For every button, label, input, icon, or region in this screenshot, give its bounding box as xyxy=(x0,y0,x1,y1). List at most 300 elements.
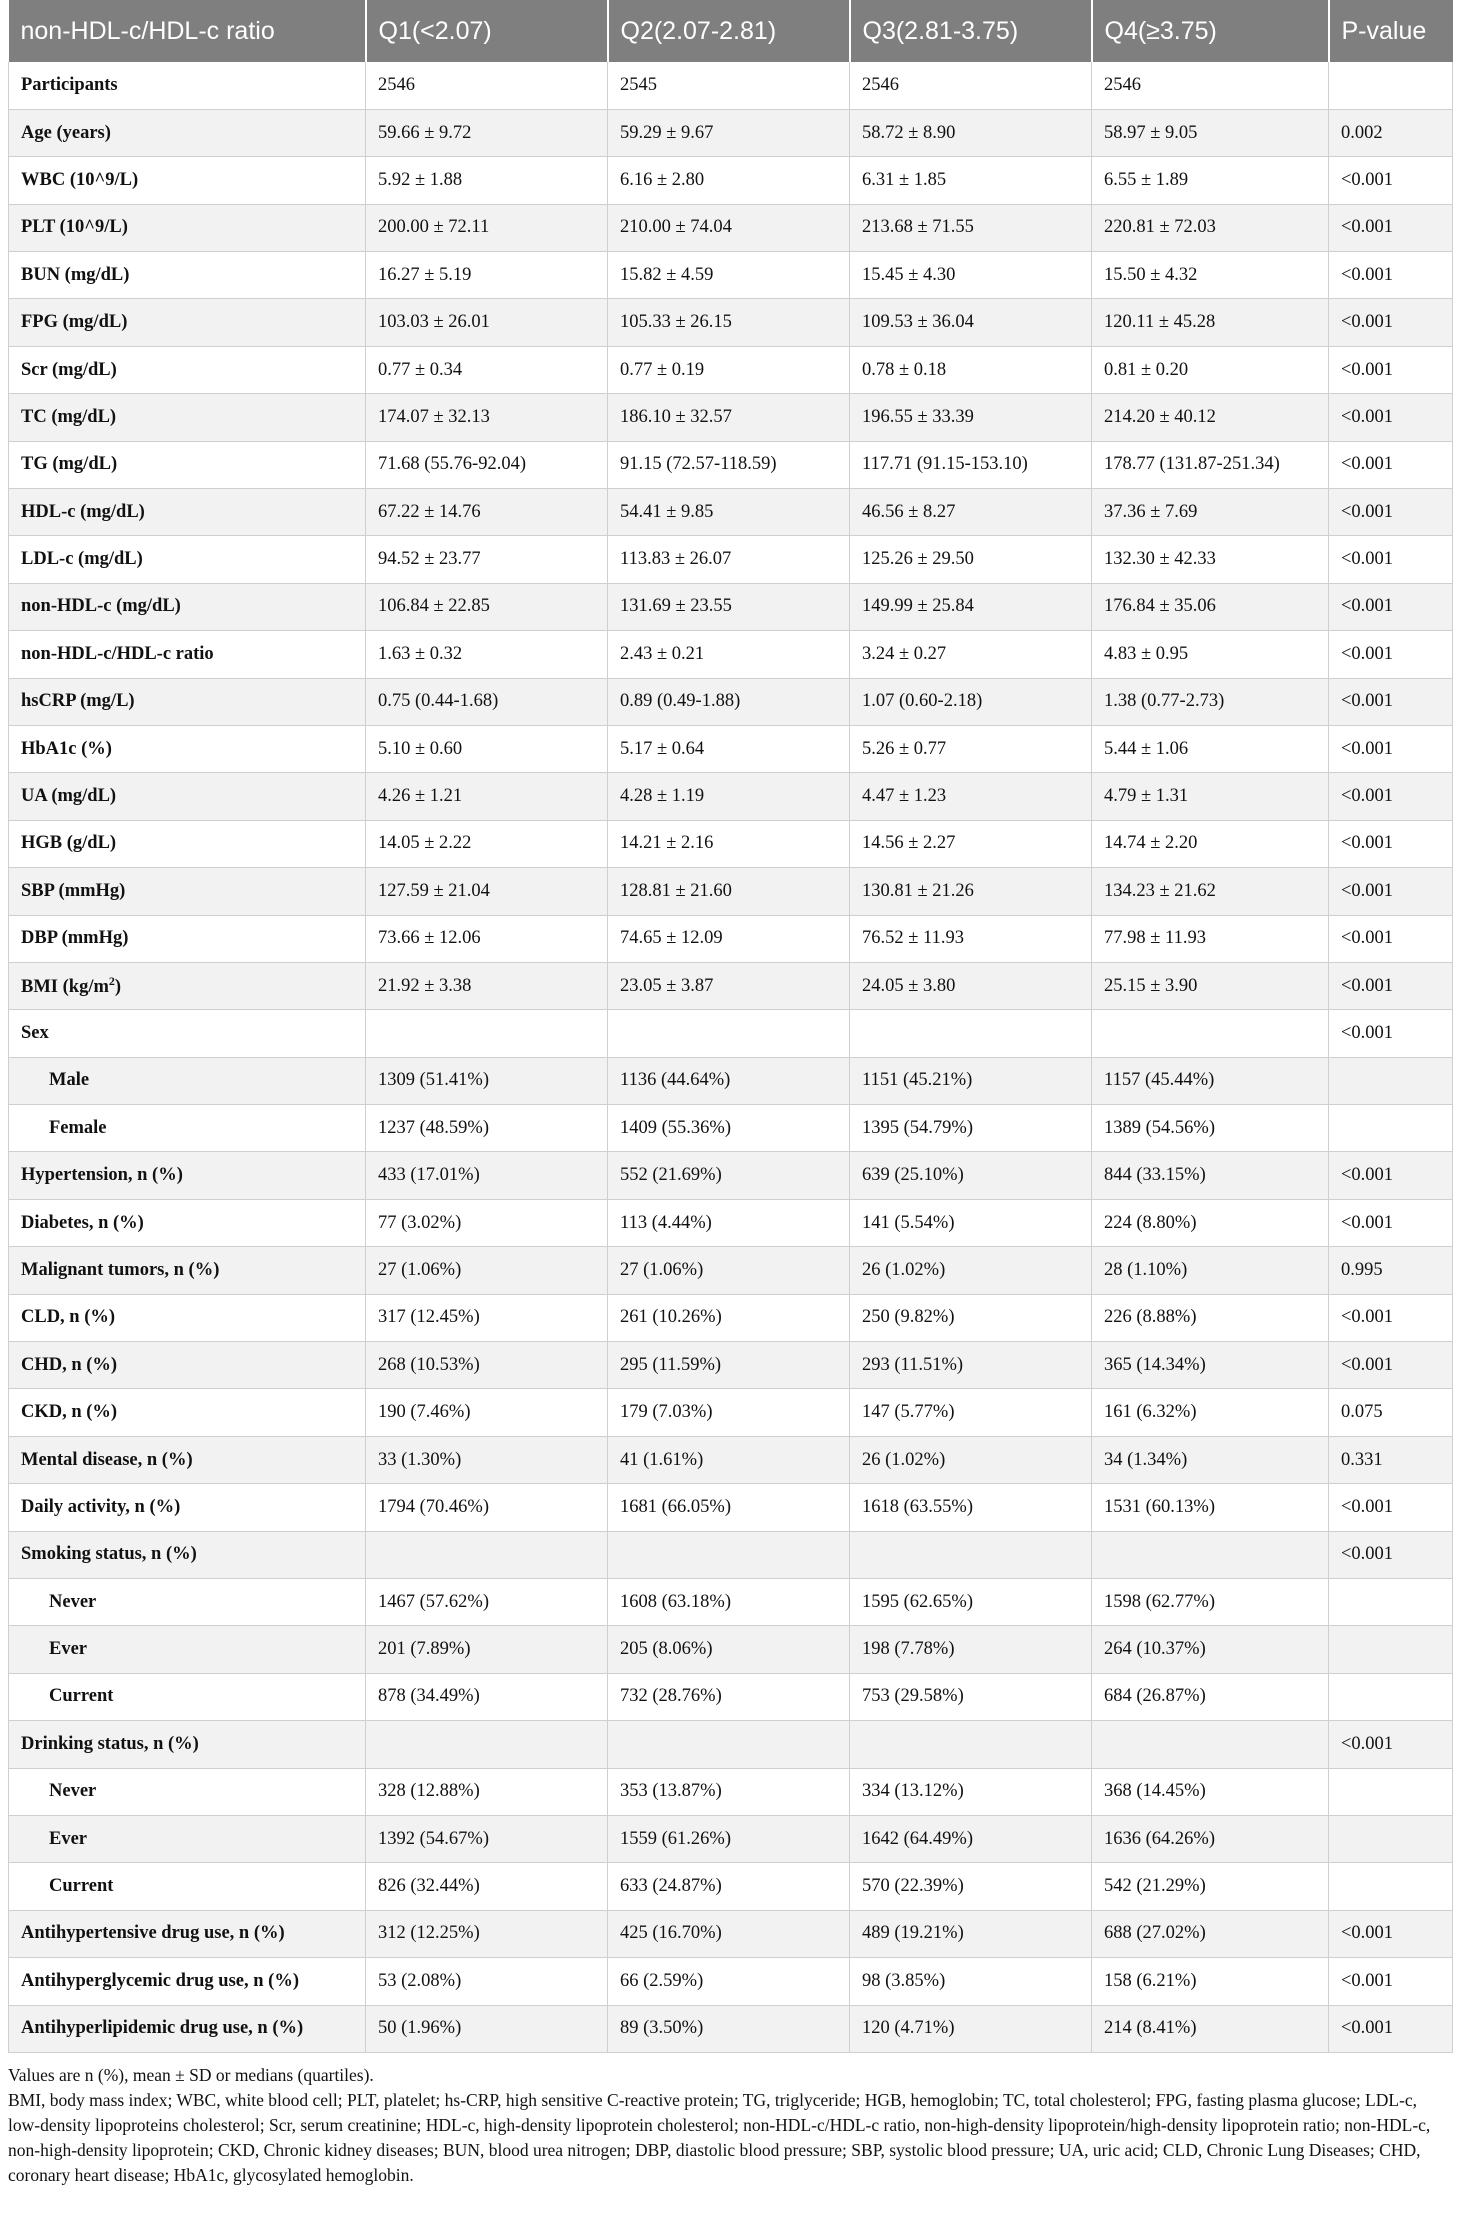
table-row xyxy=(9,962,1453,1009)
q1-cell: 1.63 ± 0.32 xyxy=(366,631,608,678)
q3-cell: 15.45 ± 4.30 xyxy=(850,252,1092,299)
row-label-text: non-HDL-c (mg/dL) xyxy=(21,596,181,617)
p-value-cell xyxy=(1329,1815,1453,1862)
q3-cell: 26 (1.02%) xyxy=(850,1436,1092,1483)
q4-cell: 28 (1.10%) xyxy=(1092,1247,1329,1294)
q4-cell: 1.38 (0.77-2.73) xyxy=(1092,678,1329,725)
row-label-text: BUN (mg/dL) xyxy=(21,264,130,285)
q4-cell: 1636 (64.26%) xyxy=(1092,1815,1329,1862)
row-label-text: Female xyxy=(49,1117,107,1138)
table-row xyxy=(9,299,1453,346)
row-label xyxy=(9,299,366,346)
table-body xyxy=(9,62,1453,2052)
q2-cell: 1559 (61.26%) xyxy=(608,1815,850,1862)
row-label xyxy=(9,1673,366,1720)
q2-cell xyxy=(608,1531,850,1578)
row-label-text: PLT (10^9/L) xyxy=(21,217,128,238)
p-value-cell: <0.001 xyxy=(1329,962,1453,1009)
table-row xyxy=(9,725,1453,772)
p-value-cell: <0.001 xyxy=(1329,489,1453,536)
q4-cell: 542 (21.29%) xyxy=(1092,1863,1329,1910)
q1-cell xyxy=(366,1721,608,1768)
row-label xyxy=(9,489,366,536)
row-label xyxy=(9,1010,366,1057)
table-row xyxy=(9,868,1453,915)
q4-cell: 1157 (45.44%) xyxy=(1092,1057,1329,1104)
table-header xyxy=(9,0,1453,62)
row-label xyxy=(9,157,366,204)
row-label xyxy=(9,631,366,678)
p-value-cell: <0.001 xyxy=(1329,678,1453,725)
table-row xyxy=(9,204,1453,251)
q2-cell: 210.00 ± 74.04 xyxy=(608,204,850,251)
baseline-characteristics-table xyxy=(8,0,1453,2053)
q3-cell: 5.26 ± 0.77 xyxy=(850,725,1092,772)
p-value-cell: <0.001 xyxy=(1329,725,1453,772)
p-value-cell: <0.001 xyxy=(1329,204,1453,251)
q3-cell: 141 (5.54%) xyxy=(850,1199,1092,1246)
p-value-cell: <0.001 xyxy=(1329,631,1453,678)
p-value-cell: <0.001 xyxy=(1329,441,1453,488)
row-label-text: Current xyxy=(49,1876,114,1897)
q1-cell: 53 (2.08%) xyxy=(366,1958,608,2005)
q4-cell: 0.81 ± 0.20 xyxy=(1092,346,1329,393)
table-row xyxy=(9,1910,1453,1957)
row-label xyxy=(9,62,366,109)
p-value-cell: <0.001 xyxy=(1329,252,1453,299)
q3-cell xyxy=(850,1531,1092,1578)
q3-cell: 4.47 ± 1.23 xyxy=(850,773,1092,820)
q2-cell xyxy=(608,1010,850,1057)
table-row xyxy=(9,773,1453,820)
row-label-text: hsCRP (mg/L) xyxy=(21,691,135,712)
q1-cell: 94.52 ± 23.77 xyxy=(366,536,608,583)
header-cell-q1: Q1(<2.07) xyxy=(366,0,608,62)
table-row xyxy=(9,1389,1453,1436)
q1-cell: 268 (10.53%) xyxy=(366,1342,608,1389)
table-row xyxy=(9,1199,1453,1246)
q2-cell: 1681 (66.05%) xyxy=(608,1484,850,1531)
q3-cell: 147 (5.77%) xyxy=(850,1389,1092,1436)
q4-cell: 77.98 ± 11.93 xyxy=(1092,915,1329,962)
q2-cell: 27 (1.06%) xyxy=(608,1247,850,1294)
q1-cell: 0.75 (0.44-1.68) xyxy=(366,678,608,725)
q4-cell: 214.20 ± 40.12 xyxy=(1092,394,1329,441)
p-value-cell: 0.075 xyxy=(1329,1389,1453,1436)
q4-cell: 176.84 ± 35.06 xyxy=(1092,583,1329,630)
q1-cell: 106.84 ± 22.85 xyxy=(366,583,608,630)
header-cell-q3: Q3(2.81-3.75) xyxy=(850,0,1092,62)
q3-cell: 1618 (63.55%) xyxy=(850,1484,1092,1531)
table-row xyxy=(9,109,1453,156)
q3-cell: 196.55 ± 33.39 xyxy=(850,394,1092,441)
p-value-cell: <0.001 xyxy=(1329,2005,1453,2052)
q3-cell: 109.53 ± 36.04 xyxy=(850,299,1092,346)
row-label-text: Never xyxy=(49,1781,97,1802)
q4-cell: 224 (8.80%) xyxy=(1092,1199,1329,1246)
table-row xyxy=(9,631,1453,678)
q1-cell: 16.27 ± 5.19 xyxy=(366,252,608,299)
q2-cell: 91.15 (72.57-118.59) xyxy=(608,441,850,488)
q1-cell: 59.66 ± 9.72 xyxy=(366,109,608,156)
q2-cell: 89 (3.50%) xyxy=(608,2005,850,2052)
q1-cell: 200.00 ± 72.11 xyxy=(366,204,608,251)
row-label-text: HGB (g/dL) xyxy=(21,833,117,854)
q2-cell: 74.65 ± 12.09 xyxy=(608,915,850,962)
q4-cell: 15.50 ± 4.32 xyxy=(1092,252,1329,299)
row-label-text: HbA1c (%) xyxy=(21,738,112,759)
row-label-text: BMI (kg/m xyxy=(21,977,109,998)
row-label-text: Mental disease, n (%) xyxy=(21,1449,193,1470)
row-label xyxy=(9,1910,366,1957)
q3-cell: 198 (7.78%) xyxy=(850,1626,1092,1673)
q2-cell: 113 (4.44%) xyxy=(608,1199,850,1246)
q4-cell: 1598 (62.77%) xyxy=(1092,1579,1329,1626)
table-row xyxy=(9,1768,1453,1815)
p-value-cell xyxy=(1329,1579,1453,1626)
q3-cell: 639 (25.10%) xyxy=(850,1152,1092,1199)
q2-cell: 113.83 ± 26.07 xyxy=(608,536,850,583)
q3-cell: 26 (1.02%) xyxy=(850,1247,1092,1294)
q2-cell: 186.10 ± 32.57 xyxy=(608,394,850,441)
row-label-text: Antihyperlipidemic drug use, n (%) xyxy=(21,2018,304,2039)
q2-cell: 2545 xyxy=(608,62,850,109)
table-row xyxy=(9,1484,1453,1531)
table-row xyxy=(9,536,1453,583)
q3-cell: 14.56 ± 2.27 xyxy=(850,820,1092,867)
q2-cell: 23.05 ± 3.87 xyxy=(608,962,850,1009)
p-value-cell: 0.331 xyxy=(1329,1436,1453,1483)
q3-cell: 130.81 ± 21.26 xyxy=(850,868,1092,915)
q1-cell xyxy=(366,1010,608,1057)
q2-cell: 4.28 ± 1.19 xyxy=(608,773,850,820)
row-label-text: CHD, n (%) xyxy=(21,1354,118,1375)
row-label-text: TC (mg/dL) xyxy=(21,406,117,427)
row-label xyxy=(9,204,366,251)
row-label xyxy=(9,583,366,630)
q4-cell: 14.74 ± 2.20 xyxy=(1092,820,1329,867)
q4-cell: 688 (27.02%) xyxy=(1092,1910,1329,1957)
row-label-text: FPG (mg/dL) xyxy=(21,312,128,333)
row-label xyxy=(9,725,366,772)
q3-cell xyxy=(850,1010,1092,1057)
q2-cell: 15.82 ± 4.59 xyxy=(608,252,850,299)
row-label-text: Ever xyxy=(49,1828,88,1849)
table-row xyxy=(9,1436,1453,1483)
row-label-text: Sex xyxy=(21,1023,49,1043)
row-label-text: Never xyxy=(49,1591,97,1612)
table-row xyxy=(9,394,1453,441)
q1-cell: 67.22 ± 14.76 xyxy=(366,489,608,536)
table-row xyxy=(9,1010,1453,1057)
q3-cell: 334 (13.12%) xyxy=(850,1768,1092,1815)
row-label xyxy=(9,1105,366,1152)
q3-cell: 46.56 ± 8.27 xyxy=(850,489,1092,536)
q4-cell: 34 (1.34%) xyxy=(1092,1436,1329,1483)
row-label-text: SBP (mmHg) xyxy=(21,880,126,901)
q1-cell: 27 (1.06%) xyxy=(366,1247,608,1294)
q4-cell xyxy=(1092,1721,1329,1768)
row-label-text: Malignant tumors, n (%) xyxy=(21,1259,220,1280)
q3-cell: 6.31 ± 1.85 xyxy=(850,157,1092,204)
row-label xyxy=(9,1199,366,1246)
row-label xyxy=(9,962,366,1009)
q1-cell: 21.92 ± 3.38 xyxy=(366,962,608,1009)
table-row xyxy=(9,441,1453,488)
q4-cell: 365 (14.34%) xyxy=(1092,1342,1329,1389)
q4-cell: 264 (10.37%) xyxy=(1092,1626,1329,1673)
q3-cell: 24.05 ± 3.80 xyxy=(850,962,1092,1009)
p-value-cell xyxy=(1329,1626,1453,1673)
p-value-cell xyxy=(1329,1105,1453,1152)
q4-cell: 1531 (60.13%) xyxy=(1092,1484,1329,1531)
row-label-text: Drinking status, n (%) xyxy=(21,1733,199,1754)
q1-cell: 0.77 ± 0.34 xyxy=(366,346,608,393)
p-value-cell: <0.001 xyxy=(1329,915,1453,962)
row-label-text: Daily activity, n (%) xyxy=(21,1496,181,1517)
p-value-cell: <0.001 xyxy=(1329,583,1453,630)
row-label xyxy=(9,820,366,867)
q3-cell: 570 (22.39%) xyxy=(850,1863,1092,1910)
q4-cell: 161 (6.32%) xyxy=(1092,1389,1329,1436)
table-row xyxy=(9,1105,1453,1152)
row-label xyxy=(9,1484,366,1531)
q1-cell: 33 (1.30%) xyxy=(366,1436,608,1483)
row-label-text: Age (years) xyxy=(21,122,111,143)
q4-cell: 214 (8.41%) xyxy=(1092,2005,1329,2052)
header-cell-q2: Q2(2.07-2.81) xyxy=(608,0,850,62)
q4-cell: 132.30 ± 42.33 xyxy=(1092,536,1329,583)
row-label xyxy=(9,773,366,820)
q4-cell: 1389 (54.56%) xyxy=(1092,1105,1329,1152)
p-value-cell: <0.001 xyxy=(1329,868,1453,915)
q4-cell: 226 (8.88%) xyxy=(1092,1294,1329,1341)
p-value-cell: 0.002 xyxy=(1329,109,1453,156)
q3-cell: 1151 (45.21%) xyxy=(850,1057,1092,1104)
q2-cell: 14.21 ± 2.16 xyxy=(608,820,850,867)
q1-cell: 1237 (48.59%) xyxy=(366,1105,608,1152)
row-label-text: WBC (10^9/L) xyxy=(21,169,139,190)
q1-cell: 1392 (54.67%) xyxy=(366,1815,608,1862)
footnote-abbreviations: BMI, body mass index; WBC, white blood cell; PLT, platelet; hs-CRP, high sensitive C-reactive protein; TG, triglyceride; HGB, hemoglobin; TC, total cholesterol; FPG, fasting plasma glucose; LDL-c, low-density lipoproteins cholesterol; Scr, serum creatinine; HDL-c, high-density lipoprotein cholesterol; non-HDL-c/HDL-c ratio, non-high-density lipoprotein/high-density lipoprotein ratio; non-HDL-c, non-high-density lipoprotein; CKD, Chronic kidney diseases; BUN, blood urea nitrogen; DBP, diastolic blood pressure; SBP, systolic blood pressure; UA, uric acid; CLD, Chronic Lung Diseases; CHD, coronary heart disease; HbA1c, glycosylated hemoglobin. xyxy=(8,2089,1431,2185)
row-label xyxy=(9,346,366,393)
row-label xyxy=(9,1579,366,1626)
row-label-text: non-HDL-c/HDL-c ratio xyxy=(21,643,214,664)
row-label-text: CKD, n (%) xyxy=(21,1402,118,1423)
q3-cell: 1595 (62.65%) xyxy=(850,1579,1092,1626)
p-value-cell: <0.001 xyxy=(1329,394,1453,441)
q1-cell xyxy=(366,1531,608,1578)
table-row xyxy=(9,1531,1453,1578)
q1-cell: 878 (34.49%) xyxy=(366,1673,608,1720)
p-value-cell: <0.001 xyxy=(1329,1199,1453,1246)
table-row xyxy=(9,1152,1453,1199)
q2-cell: 131.69 ± 23.55 xyxy=(608,583,850,630)
q1-cell: 328 (12.88%) xyxy=(366,1768,608,1815)
p-value-cell xyxy=(1329,1057,1453,1104)
q3-cell: 76.52 ± 11.93 xyxy=(850,915,1092,962)
row-label xyxy=(9,868,366,915)
p-value-cell: <0.001 xyxy=(1329,820,1453,867)
q1-cell: 2546 xyxy=(366,62,608,109)
q2-cell: 0.77 ± 0.19 xyxy=(608,346,850,393)
row-label-text: Diabetes, n (%) xyxy=(21,1212,144,1233)
row-label-text: Hypertension, n (%) xyxy=(21,1165,183,1186)
row-label xyxy=(9,1815,366,1862)
row-label xyxy=(9,1247,366,1294)
q1-cell: 4.26 ± 1.21 xyxy=(366,773,608,820)
table-row xyxy=(9,1721,1453,1768)
table-footnotes xyxy=(8,2063,1452,2188)
row-label-text: Ever xyxy=(49,1639,88,1660)
q3-cell: 125.26 ± 29.50 xyxy=(850,536,1092,583)
table-row xyxy=(9,678,1453,725)
q4-cell: 684 (26.87%) xyxy=(1092,1673,1329,1720)
q2-cell: 105.33 ± 26.15 xyxy=(608,299,850,346)
table-row xyxy=(9,1958,1453,2005)
table-row xyxy=(9,1342,1453,1389)
p-value-cell: <0.001 xyxy=(1329,1484,1453,1531)
q2-cell: 261 (10.26%) xyxy=(608,1294,850,1341)
q3-cell: 489 (19.21%) xyxy=(850,1910,1092,1957)
footnote-values: Values are n (%), mean ± SD or medians (quartiles). xyxy=(8,2064,374,2085)
row-label-text: UA (mg/dL) xyxy=(21,786,117,807)
q2-cell: 1608 (63.18%) xyxy=(608,1579,850,1626)
q2-cell: 128.81 ± 21.60 xyxy=(608,868,850,915)
p-value-cell: <0.001 xyxy=(1329,536,1453,583)
row-label xyxy=(9,1152,366,1199)
q4-cell: 25.15 ± 3.90 xyxy=(1092,962,1329,1009)
q1-cell: 71.68 (55.76-92.04) xyxy=(366,441,608,488)
q4-cell: 158 (6.21%) xyxy=(1092,1958,1329,2005)
header-cell-p-value: P-value xyxy=(1329,0,1453,62)
q2-cell: 295 (11.59%) xyxy=(608,1342,850,1389)
row-label xyxy=(9,536,366,583)
q1-cell: 201 (7.89%) xyxy=(366,1626,608,1673)
p-value-cell xyxy=(1329,1673,1453,1720)
q4-cell: 178.77 (131.87-251.34) xyxy=(1092,441,1329,488)
q3-cell: 3.24 ± 0.27 xyxy=(850,631,1092,678)
q3-cell: 149.99 ± 25.84 xyxy=(850,583,1092,630)
q1-cell: 312 (12.25%) xyxy=(366,1910,608,1957)
row-label-text: Smoking status, n (%) xyxy=(21,1544,197,1565)
row-label xyxy=(9,252,366,299)
q2-cell: 633 (24.87%) xyxy=(608,1863,850,1910)
q4-cell: 368 (14.45%) xyxy=(1092,1768,1329,1815)
p-value-cell: <0.001 xyxy=(1329,1010,1453,1057)
p-value-cell: <0.001 xyxy=(1329,299,1453,346)
table-row xyxy=(9,820,1453,867)
p-value-cell: <0.001 xyxy=(1329,1152,1453,1199)
row-label-text: Male xyxy=(49,1070,90,1091)
q2-cell: 1409 (55.36%) xyxy=(608,1105,850,1152)
q3-cell: 0.78 ± 0.18 xyxy=(850,346,1092,393)
q1-cell: 433 (17.01%) xyxy=(366,1152,608,1199)
q3-cell: 213.68 ± 71.55 xyxy=(850,204,1092,251)
row-label-suffix: ) xyxy=(114,977,122,998)
p-value-cell xyxy=(1329,1863,1453,1910)
q2-cell xyxy=(608,1721,850,1768)
row-label-text: Antihyperglycemic drug use, n (%) xyxy=(21,1970,299,1991)
p-value-cell: <0.001 xyxy=(1329,773,1453,820)
row-label xyxy=(9,1531,366,1578)
q3-cell: 2546 xyxy=(850,62,1092,109)
q1-cell: 50 (1.96%) xyxy=(366,2005,608,2052)
row-label xyxy=(9,2005,366,2052)
row-label xyxy=(9,678,366,725)
row-label xyxy=(9,1342,366,1389)
p-value-cell: <0.001 xyxy=(1329,1910,1453,1957)
row-label-superscript: 2 xyxy=(108,974,115,989)
q4-cell: 134.23 ± 21.62 xyxy=(1092,868,1329,915)
row-label xyxy=(9,394,366,441)
q4-cell: 58.97 ± 9.05 xyxy=(1092,109,1329,156)
row-label xyxy=(9,441,366,488)
q2-cell: 179 (7.03%) xyxy=(608,1389,850,1436)
p-value-cell xyxy=(1329,1768,1453,1815)
q1-cell: 174.07 ± 32.13 xyxy=(366,394,608,441)
q1-cell: 5.10 ± 0.60 xyxy=(366,725,608,772)
table-container xyxy=(8,0,1452,2188)
header-cell-q4: Q4(≥3.75) xyxy=(1092,0,1329,62)
table-row xyxy=(9,1815,1453,1862)
table-row xyxy=(9,1626,1453,1673)
table-row xyxy=(9,1294,1453,1341)
row-label xyxy=(9,1436,366,1483)
table-row xyxy=(9,1863,1453,1910)
q3-cell: 293 (11.51%) xyxy=(850,1342,1092,1389)
q3-cell: 58.72 ± 8.90 xyxy=(850,109,1092,156)
q4-cell: 2546 xyxy=(1092,62,1329,109)
table-row xyxy=(9,1673,1453,1720)
q1-cell: 73.66 ± 12.06 xyxy=(366,915,608,962)
q3-cell: 1395 (54.79%) xyxy=(850,1105,1092,1152)
row-label xyxy=(9,1768,366,1815)
row-label-text: Participants xyxy=(21,74,118,95)
row-label-text: Scr (mg/dL) xyxy=(21,359,117,380)
q2-cell: 552 (21.69%) xyxy=(608,1152,850,1199)
q1-cell: 317 (12.45%) xyxy=(366,1294,608,1341)
row-label-text: HDL-c (mg/dL) xyxy=(21,501,145,522)
q1-cell: 190 (7.46%) xyxy=(366,1389,608,1436)
row-label-text: CLD, n (%) xyxy=(21,1307,116,1328)
q3-cell: 120 (4.71%) xyxy=(850,2005,1092,2052)
p-value-cell: <0.001 xyxy=(1329,1958,1453,2005)
table-row xyxy=(9,62,1453,109)
q1-cell: 826 (32.44%) xyxy=(366,1863,608,1910)
q3-cell: 98 (3.85%) xyxy=(850,1958,1092,2005)
row-label-text: LDL-c (mg/dL) xyxy=(21,549,143,570)
q2-cell: 41 (1.61%) xyxy=(608,1436,850,1483)
q1-cell: 103.03 ± 26.01 xyxy=(366,299,608,346)
table-row xyxy=(9,1579,1453,1626)
row-label xyxy=(9,1057,366,1104)
q4-cell xyxy=(1092,1010,1329,1057)
q2-cell: 59.29 ± 9.67 xyxy=(608,109,850,156)
q2-cell: 0.89 (0.49-1.88) xyxy=(608,678,850,725)
p-value-cell: <0.001 xyxy=(1329,1531,1453,1578)
table-row xyxy=(9,157,1453,204)
q3-cell: 753 (29.58%) xyxy=(850,1673,1092,1720)
table-row xyxy=(9,1247,1453,1294)
q4-cell: 120.11 ± 45.28 xyxy=(1092,299,1329,346)
q2-cell: 54.41 ± 9.85 xyxy=(608,489,850,536)
p-value-cell: <0.001 xyxy=(1329,1721,1453,1768)
p-value-cell: <0.001 xyxy=(1329,1342,1453,1389)
row-label-text: Antihypertensive drug use, n (%) xyxy=(21,1923,285,1944)
q1-cell: 1467 (57.62%) xyxy=(366,1579,608,1626)
table-row xyxy=(9,489,1453,536)
